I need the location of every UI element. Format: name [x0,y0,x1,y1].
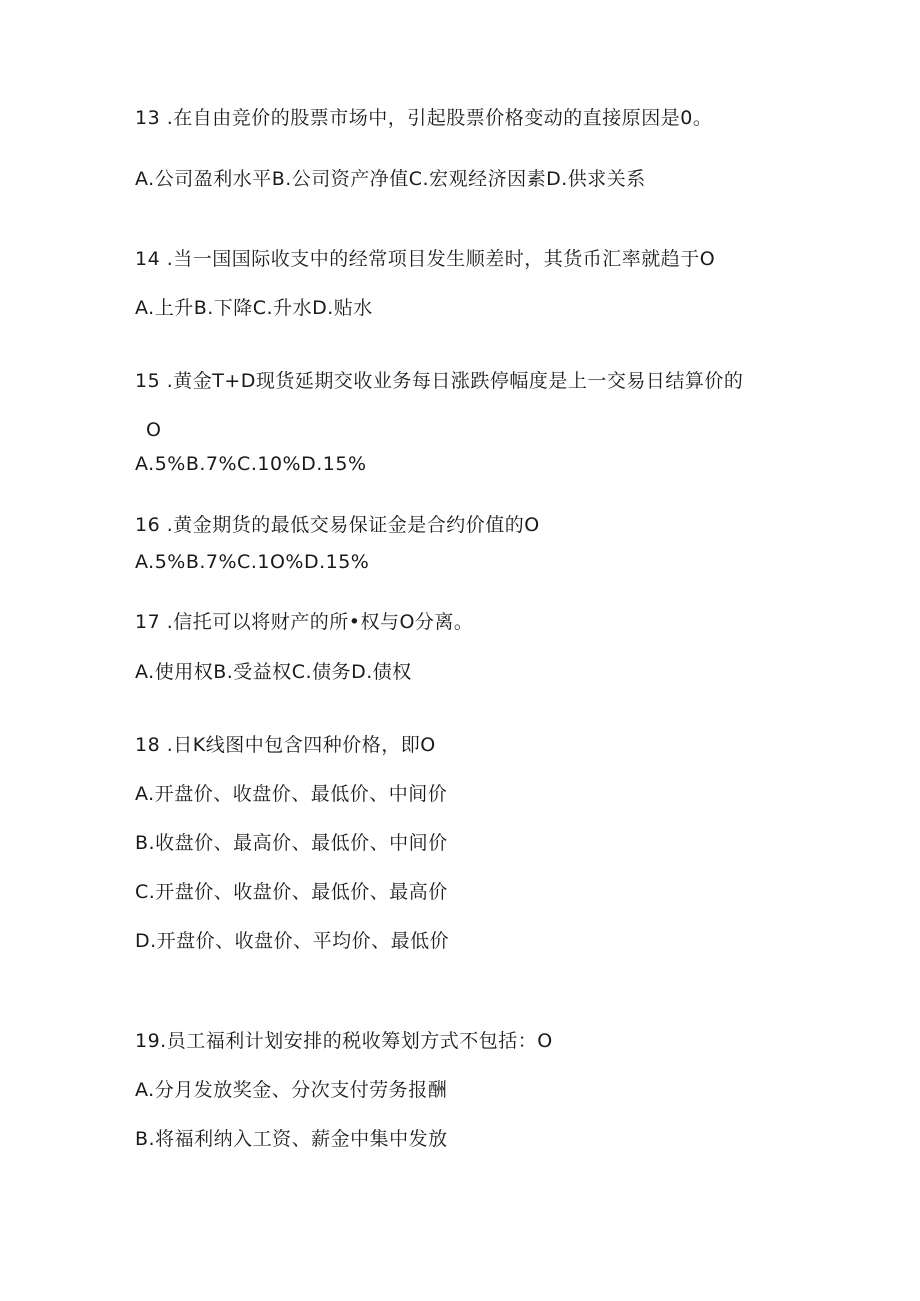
question-16-stem: 16 .黄金期货的最低交易保证金是合约价值的O [135,514,540,536]
question-18-option-b: B.收盘价、最高价、最低价、中间价 [135,832,448,854]
question-14-options: A.上升B.下降C.升水D.贴水 [135,297,373,319]
question-14-stem: 14 .当一国国际收支中的经常项目发生顺差时，其货币汇率就趋于O [135,248,716,270]
question-13-options: A.公司盈利水平B.公司资产净值C.宏观经济因素D.供求关系 [135,168,646,190]
question-15-stem-continued: O [146,419,162,441]
question-19-option-a: A.分月发放奖金、分次支付劳务报酬 [135,1079,448,1101]
question-13-stem: 13 .在自由竞价的股票市场中，引起股票价格变动的直接原因是0。 [135,107,713,129]
question-18-option-c: C.开盘价、收盘价、最低价、最高价 [135,881,448,903]
question-19-option-b: B.将福利纳入工资、薪金中集中发放 [135,1128,448,1150]
question-17-options: A.使用权B.受益权C.债务D.债权 [135,661,412,683]
question-16-options: A.5%B.7%C.1O%D.15% [135,551,370,573]
question-15-options: A.5%B.7%C.10%D.15% [135,453,367,475]
question-19-stem: 19.员工福利计划安排的税收筹划方式不包括：O [135,1030,553,1052]
question-18-option-d: D.开盘价、收盘价、平均价、最低价 [135,930,450,952]
question-17-stem: 17 .信托可以将财产的所•权与O分离。 [135,611,474,633]
question-18-stem: 18 .日K线图中包含四种价格，即O [135,734,436,756]
question-18-option-a: A.开盘价、收盘价、最低价、中间价 [135,783,448,805]
question-15-stem: 15 .黄金T+D现货延期交收业务每日涨跌停幅度是上一交易日结算价的 [135,370,744,392]
